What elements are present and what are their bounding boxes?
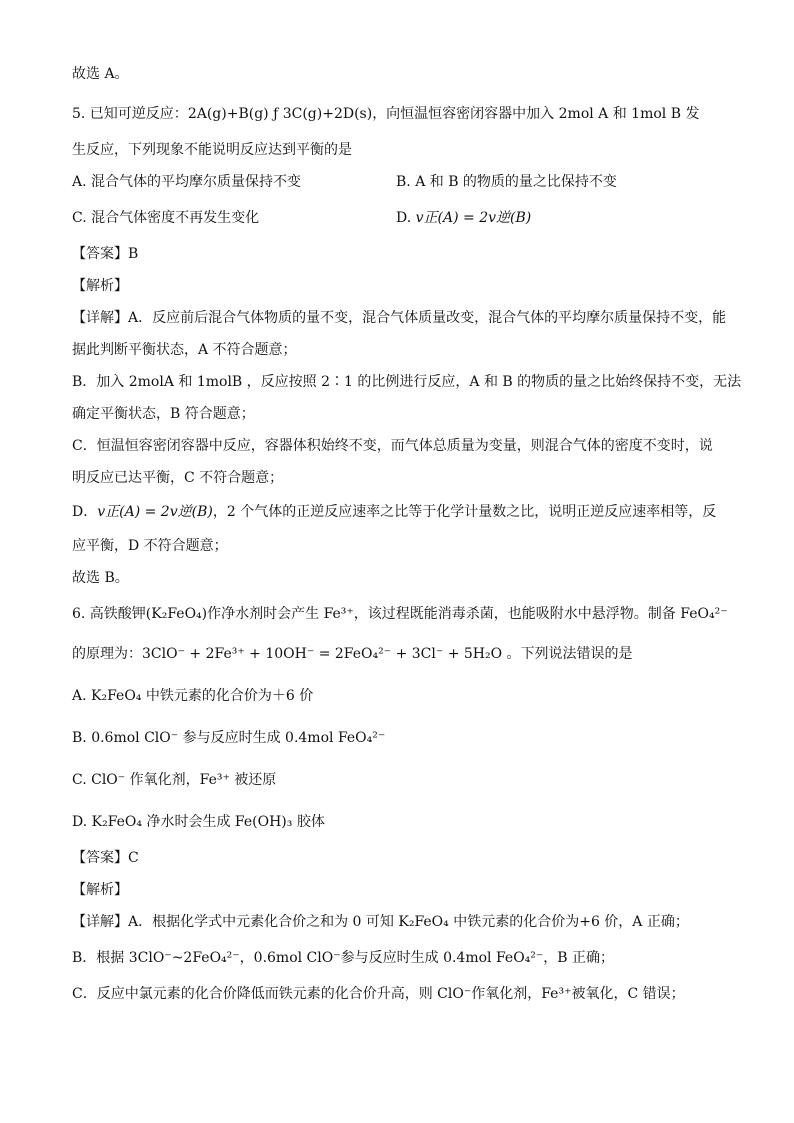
question-5-equation: 2A(g)+B(g) ƒ 3C(g)+2D(s) bbox=[187, 106, 373, 122]
explanation-d-prefix: D． bbox=[72, 504, 98, 520]
answer-label: 【答案】C bbox=[72, 850, 139, 866]
question-5-options-row-1 bbox=[72, 172, 732, 192]
explanation-line: 【详解】A．根据化学式中元素化合价之和为 0 可知 K₂FeO₄ 中铁元素的化合价为+6 价，A 正确； bbox=[72, 914, 689, 930]
explanation-line: 据此判断平衡状态，A 不符合题意； bbox=[72, 342, 297, 358]
question-6-stem-2: 的原理为：3ClO⁻ + 2Fe³⁺ + 10OH⁻ = 2FeO₄²⁻ + 3Cl⁻ + 5H₂O 。下列说法错误的是 bbox=[72, 646, 633, 662]
explanation-line-d bbox=[72, 502, 732, 522]
option-c: C. 混合气体密度不再发生变化 bbox=[72, 210, 260, 226]
question-6-stem: 6. 高铁酸钾(K₂FeO₄)作净水剂时会产生 Fe³⁺，该过程既能消毒杀菌，也能吸附水中悬浮物。制备 FeO₄²⁻ bbox=[72, 606, 728, 622]
text-line: 生反应，下列现象不能说明反应达到平衡的是 bbox=[72, 142, 352, 158]
explanation-line: C．恒温恒容密闭容器中反应，容器体积始终不变，而气体总质量为变量，则混合气体的密度不变时，说 bbox=[72, 438, 713, 454]
analysis-label: 【解析】 bbox=[72, 882, 128, 898]
option-a: A. K₂FeO₄ 中铁元素的化合价为＋6 价 bbox=[72, 688, 314, 704]
explanation-line: 【详解】A．反应前后混合气体物质的量不变，混合气体质量改变，混合气体的平均摩尔质量保持不变，能 bbox=[72, 310, 727, 326]
text-line: 故选 A。 bbox=[72, 66, 129, 82]
explanation-line: C．反应中氯元素的化合价降低而铁元素的化合价升高，则 ClO⁻作氧化剂，Fe³⁺被氧化，C 错误； bbox=[72, 986, 685, 1002]
explanation-d-rest: ，2 个气体的正逆反应速率之比等于化学计量数之比，说明正逆反应速率相等，反 bbox=[212, 504, 717, 520]
text-line: 故选 B。 bbox=[72, 570, 129, 586]
question-5-prefix: 5. 已知可逆反应： bbox=[72, 106, 188, 122]
question-5-options-row-2 bbox=[72, 208, 732, 228]
option-b: B. A 和 B 的物质的量之比保持不变 bbox=[396, 174, 617, 190]
option-a: A. 混合气体的平均摩尔质量保持不变 bbox=[72, 174, 302, 190]
explanation-line: B．加入 2molA 和 1molB ，反应按照 2∶1 的比例进行反应，A 和 B 的物质的量之比始终保持不变，无法 bbox=[72, 374, 742, 390]
analysis-label: 【解析】 bbox=[72, 278, 128, 294]
question-5-stem bbox=[72, 104, 732, 124]
question-5-rest: ，向恒温恒容密闭容器中加入 2mol A 和 1mol B 发 bbox=[372, 106, 700, 122]
option-b: B. 0.6mol ClO⁻ 参与反应时生成 0.4mol FeO₄²⁻ bbox=[72, 730, 386, 746]
answer-label: 【答案】B bbox=[72, 246, 139, 262]
explanation-line: 确定平衡状态，B 符合题意； bbox=[72, 406, 255, 422]
explanation-line: 应平衡，D 不符合题意； bbox=[72, 538, 228, 554]
explanation-d-formula: v正(A) = 2v逆(B) bbox=[97, 504, 213, 520]
explanation-line: 明反应已达平衡，C 不符合题意； bbox=[72, 470, 284, 486]
option-d: D. K₂FeO₄ 净水时会生成 Fe(OH)₃ 胶体 bbox=[72, 814, 325, 830]
explanation-line: B．根据 3ClO⁻~2FeO₄²⁻，0.6mol ClO⁻参与反应时生成 0.4mol FeO₄²⁻，B 正确； bbox=[72, 950, 615, 966]
option-d-prefix: D. bbox=[396, 210, 416, 226]
option-c: C. ClO⁻ 作氧化剂，Fe³⁺ 被还原 bbox=[72, 772, 277, 788]
option-d-formula: v正(A) = 2v逆(B) bbox=[415, 210, 532, 226]
option-d bbox=[396, 208, 531, 228]
